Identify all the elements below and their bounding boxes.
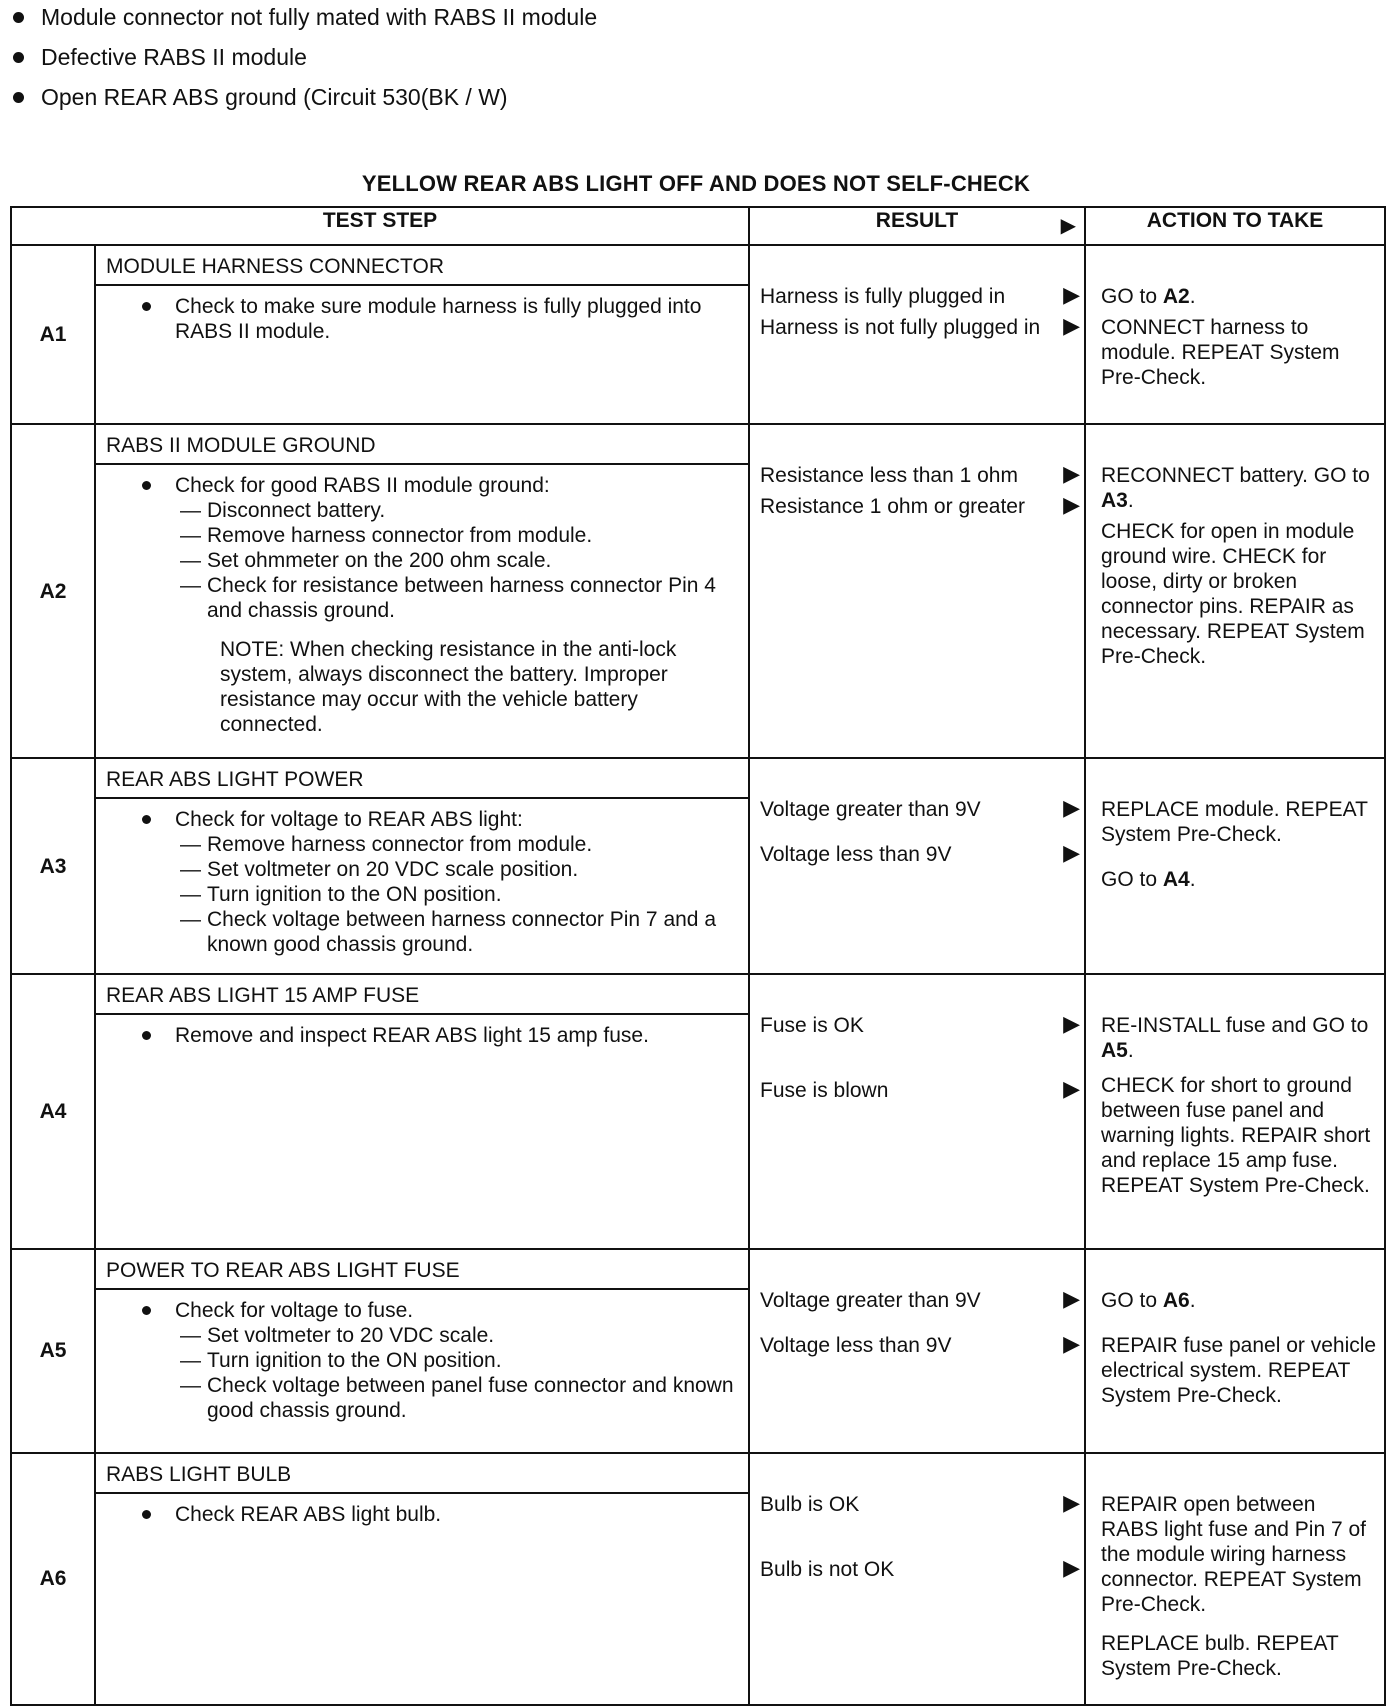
- procedure-substep: — Set voltmeter to 20 VDC scale.: [180, 1323, 495, 1347]
- procedure-substep: — Check for resistance between harness connector Pin 4 and chassis ground.: [180, 573, 716, 622]
- intro-cause-item: Open REAR ABS ground (Circuit 530(BK / W): [8, 84, 628, 111]
- dash-icon: —: [180, 1348, 201, 1372]
- dash-icon: —: [180, 858, 201, 882]
- bullet-icon: [13, 92, 24, 103]
- result-header: RESULT ▶: [749, 207, 1085, 245]
- steps-body: [11, 245, 1385, 1705]
- step-id: A6: [11, 1453, 95, 1705]
- dash-icon: —: [180, 1323, 201, 1347]
- step-id: A2: [11, 424, 95, 759]
- bullet-icon: [142, 1510, 151, 1519]
- result-item: Voltage less than 9V ▶: [760, 840, 1081, 867]
- arrow-icon: ▶: [1063, 1489, 1081, 1515]
- bullet-icon: [142, 1306, 151, 1315]
- procedure-bullet: Check for voltage to fuse.: [130, 1298, 736, 1323]
- dash-icon: —: [180, 883, 201, 907]
- result-item: Voltage less than 9V ▶: [760, 1330, 1081, 1357]
- step-title: POWER TO REAR ABS LIGHT FUSE: [95, 1249, 749, 1289]
- step-title: REAR ABS LIGHT POWER: [95, 758, 749, 798]
- action-item: RE-INSTALL fuse and GO to A5.: [1101, 1013, 1369, 1062]
- step-row-a2: [11, 424, 1385, 464]
- arrow-icon: ▶: [1063, 460, 1081, 486]
- dash-icon: —: [180, 548, 201, 572]
- step-reference: A5: [1101, 1038, 1128, 1062]
- test-step-header: TEST STEP: [11, 207, 749, 245]
- step-actions: [1085, 424, 1385, 759]
- step-procedure: [95, 464, 749, 759]
- arrow-icon: ▶: [1063, 1554, 1081, 1580]
- step-results: [749, 974, 1085, 1249]
- result-item: Bulb is OK ▶: [760, 1489, 1081, 1516]
- step-actions: [1085, 245, 1385, 424]
- procedure-substep: — Check voltage between harness connector Pin 7 and a known good chassis ground.: [180, 908, 716, 957]
- arrow-icon: ▶: [1063, 795, 1081, 821]
- bullet-icon: [142, 302, 151, 311]
- step-results: [749, 758, 1085, 973]
- step-reference: A3: [1101, 488, 1128, 512]
- action-item: CONNECT harness to module. REPEAT System Pre-Check.: [1101, 316, 1340, 389]
- step-title: RABS LIGHT BULB: [95, 1453, 749, 1493]
- action-item: CHECK for short to ground between fuse panel and warning lights. REPAIR short and replace 15 amp fuse. REPEAT System Pre-Check.: [1101, 1073, 1371, 1197]
- step-id: A5: [11, 1249, 95, 1453]
- procedure-substep: — Set voltmeter on 20 VDC scale position.: [180, 858, 579, 882]
- arrow-icon: ▶: [1063, 1075, 1081, 1101]
- table-header-row: [11, 207, 1385, 245]
- bullet-icon: [142, 1031, 151, 1040]
- action-header: ACTION TO TAKE: [1085, 207, 1385, 245]
- step-results: [749, 245, 1085, 424]
- result-item: Harness is fully plugged in ▶: [760, 282, 1081, 308]
- page-title: YELLOW REAR ABS LIGHT OFF AND DOES NOT SELF-CHECK: [361, 171, 1031, 196]
- procedure-bullet: Check for good RABS II module ground:: [130, 473, 736, 498]
- procedure-bullet: Check REAR ABS light bulb.: [130, 1502, 736, 1527]
- step-row-a4: [11, 974, 1385, 1014]
- action-item: REPAIR open between RABS light fuse and Pin 7 of the module wiring harness connector. REPEAT System Pre-Check.: [1101, 1492, 1367, 1616]
- step-results: [749, 1249, 1085, 1453]
- step-reference: A6: [1162, 1288, 1190, 1312]
- arrow-icon: ▶: [1060, 215, 1077, 237]
- procedure-substep: — Remove harness connector from module.: [180, 833, 593, 857]
- dash-icon: —: [180, 498, 201, 522]
- action-item: REPAIR fuse panel or vehicle electrical system. REPEAT System Pre-Check.: [1101, 1333, 1377, 1407]
- result-item: Fuse is OK ▶: [760, 1010, 1081, 1037]
- intro-cause-item: Module connector not fully mated with RABS II module: [8, 4, 628, 31]
- bullet-icon: [142, 815, 151, 824]
- result-item: Harness is not fully plugged in ▶: [760, 313, 1081, 339]
- procedure-bullet: Remove and inspect REAR ABS light 15 amp fuse.: [130, 1023, 736, 1048]
- step-row-a1: [11, 245, 1385, 285]
- intro-causes: [8, 4, 628, 124]
- action-item: RECONNECT battery. GO to A3.: [1101, 463, 1370, 512]
- arrow-icon: ▶: [1063, 840, 1081, 866]
- step-row-a6: [11, 1453, 1385, 1493]
- action-item: REPLACE bulb. REPEAT System Pre-Check.: [1101, 1631, 1339, 1680]
- diagnostic-table: [10, 206, 1386, 1706]
- result-item: Resistance less than 1 ohm ▶: [760, 460, 1081, 487]
- step-reference: A2: [1162, 285, 1190, 308]
- step-row-a3: [11, 758, 1385, 798]
- procedure-substep: — Turn ignition to the ON position.: [180, 883, 502, 907]
- step-procedure: [95, 285, 749, 424]
- step-procedure: [95, 1289, 749, 1453]
- result-item: Resistance 1 ohm or greater ▶: [760, 491, 1081, 518]
- step-title: MODULE HARNESS CONNECTOR: [95, 245, 749, 285]
- step-id: A1: [11, 245, 95, 424]
- action-item: CHECK for open in module ground wire. CHECK for loose, dirty or broken connector pins. REPAIR as necessary. REPEAT System Pre-Check.: [1101, 519, 1365, 668]
- step-results: [749, 424, 1085, 759]
- arrow-icon: ▶: [1063, 491, 1081, 517]
- step-procedure: [95, 1493, 749, 1705]
- result-item: Voltage greater than 9V ▶: [760, 795, 1081, 822]
- step-actions: [1085, 1453, 1385, 1705]
- procedure-substep: — Set ohmmeter on the 200 ohm scale.: [180, 548, 552, 572]
- action-item: GO to A2.: [1101, 285, 1196, 308]
- action-item: REPLACE module. REPEAT System Pre-Check.: [1101, 798, 1368, 847]
- bullet-icon: [13, 52, 24, 63]
- step-procedure: [95, 798, 749, 974]
- action-item: GO to A4.: [1101, 868, 1196, 892]
- dash-icon: —: [180, 908, 201, 932]
- procedure-bullet: Check to make sure module harness is fully plugged into RABS II module.: [130, 294, 736, 344]
- arrow-icon: ▶: [1063, 1010, 1081, 1036]
- procedure-substep: — Turn ignition to the ON position.: [180, 1348, 502, 1372]
- dash-icon: —: [180, 573, 201, 597]
- step-id: A3: [11, 758, 95, 973]
- arrow-icon: ▶: [1063, 1285, 1081, 1311]
- step-id: A4: [11, 974, 95, 1249]
- arrow-icon: ▶: [1063, 282, 1081, 307]
- procedure-substep: — Disconnect battery.: [180, 498, 386, 522]
- result-item: Bulb is not OK ▶: [760, 1554, 1081, 1581]
- step-results: [749, 1453, 1085, 1705]
- result-item: Voltage greater than 9V ▶: [760, 1285, 1081, 1312]
- step-actions: [1085, 974, 1385, 1249]
- intro-cause-item: Defective RABS II module: [8, 44, 628, 71]
- result-item: Fuse is blown ▶: [760, 1075, 1081, 1102]
- dash-icon: —: [180, 523, 201, 547]
- arrow-icon: ▶: [1063, 313, 1081, 338]
- procedure-substep: — Remove harness connector from module.: [180, 523, 593, 547]
- action-item: GO to A6.: [1101, 1288, 1196, 1312]
- step-actions: [1085, 1249, 1385, 1453]
- step-actions: [1085, 758, 1385, 973]
- step-procedure: [95, 1014, 749, 1249]
- procedure-note: NOTE: When checking resistance in the anti-lock system, always disconnect the battery. Improper resistance may occur with the vehicle battery connected.: [220, 637, 677, 736]
- bullet-icon: [13, 12, 24, 23]
- dash-icon: —: [180, 1373, 201, 1397]
- procedure-substep: — Check voltage between panel fuse connector and known good chassis ground.: [180, 1373, 734, 1422]
- arrow-icon: ▶: [1063, 1330, 1081, 1356]
- procedure-bullet: Check for voltage to REAR ABS light:: [130, 807, 736, 832]
- bullet-icon: [142, 481, 151, 490]
- step-reference: A4: [1162, 868, 1190, 892]
- dash-icon: —: [180, 833, 201, 857]
- step-title: REAR ABS LIGHT 15 AMP FUSE: [95, 974, 749, 1014]
- step-title: RABS II MODULE GROUND: [95, 424, 749, 464]
- step-row-a5: [11, 1249, 1385, 1289]
